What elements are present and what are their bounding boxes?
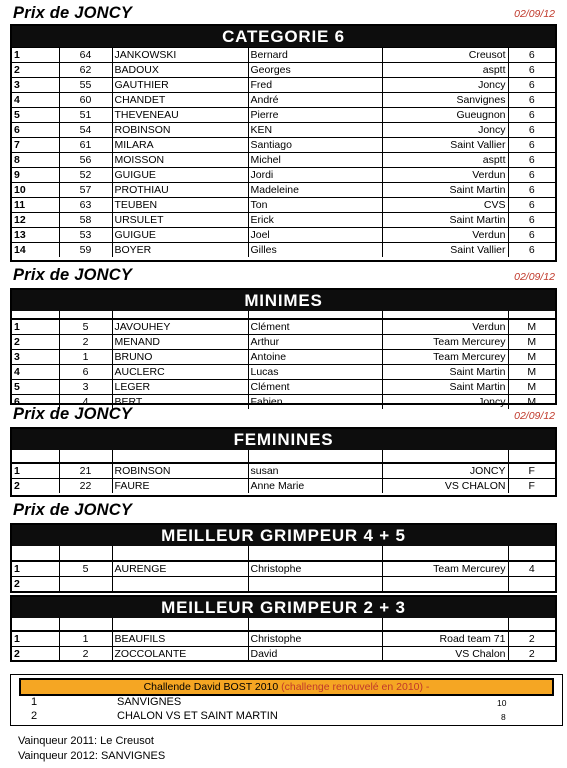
challenge-rank: 1 bbox=[31, 696, 38, 708]
column-divider bbox=[382, 618, 383, 630]
column-divider bbox=[59, 618, 60, 630]
column-divider bbox=[59, 450, 60, 462]
lastname-cell: MOISSON bbox=[112, 153, 248, 168]
category-cell: 6 bbox=[508, 243, 555, 258]
lastname-cell: ROBINSON bbox=[112, 464, 248, 479]
firstname-cell bbox=[248, 577, 382, 592]
lastname-cell: THEVENEAU bbox=[112, 108, 248, 123]
club-cell: Joncy bbox=[382, 123, 508, 138]
challenge-points: 10 bbox=[497, 698, 507, 708]
column-divider bbox=[248, 450, 249, 462]
club-cell: Joncy bbox=[382, 78, 508, 93]
lastname-cell: BEAUFILS bbox=[112, 632, 248, 647]
column-divider bbox=[59, 546, 60, 560]
column-divider bbox=[508, 450, 509, 462]
bib-cell: 51 bbox=[59, 108, 112, 123]
club-cell: Team Mercurey bbox=[382, 350, 508, 365]
club-cell: Joncy bbox=[382, 395, 508, 410]
firstname-cell: Gilles bbox=[248, 243, 382, 258]
column-divider bbox=[508, 546, 509, 560]
club-cell: Team Mercurey bbox=[382, 335, 508, 350]
lastname-cell: TEUBEN bbox=[112, 198, 248, 213]
club-cell: JONCY bbox=[382, 464, 508, 479]
column-divider bbox=[248, 618, 249, 630]
club-cell bbox=[382, 577, 508, 592]
challenge-note: (challenge renouvelé en 2010) - bbox=[281, 681, 430, 693]
firstname-cell: Antoine bbox=[248, 350, 382, 365]
table-row bbox=[12, 562, 555, 577]
bib-cell: 6 bbox=[59, 365, 112, 380]
bib-cell: 59 bbox=[59, 243, 112, 258]
firstname-cell: Santiago bbox=[248, 138, 382, 153]
rank-cell: 2 bbox=[12, 479, 59, 494]
rank-cell: 14 bbox=[12, 243, 59, 258]
category-cell: 4 bbox=[508, 562, 555, 577]
date-label: 02/09/12 bbox=[514, 410, 555, 422]
firstname-cell: Fabien bbox=[248, 395, 382, 410]
table-row bbox=[12, 123, 555, 138]
results-table bbox=[12, 319, 555, 409]
results-table bbox=[12, 561, 555, 591]
category-cell: 6 bbox=[508, 48, 555, 63]
category-cell: M bbox=[508, 395, 555, 410]
rank-cell: 4 bbox=[12, 365, 59, 380]
category-cell: F bbox=[508, 479, 555, 494]
bib-cell: 58 bbox=[59, 213, 112, 228]
table-row bbox=[12, 63, 555, 78]
column-divider bbox=[508, 618, 509, 630]
firstname-cell: Jordi bbox=[248, 168, 382, 183]
table-row bbox=[12, 335, 555, 350]
table-row bbox=[12, 350, 555, 365]
bib-cell: 21 bbox=[59, 464, 112, 479]
club-cell: Saint Martin bbox=[382, 380, 508, 395]
section-title: MINIMES bbox=[12, 290, 555, 311]
category-cell: 6 bbox=[508, 108, 555, 123]
table-row bbox=[12, 108, 555, 123]
bib-cell: 60 bbox=[59, 93, 112, 108]
lastname-cell: JAVOUHEY bbox=[112, 320, 248, 335]
challenge-rank: 2 bbox=[31, 710, 38, 722]
category-cell: M bbox=[508, 380, 555, 395]
table-row bbox=[12, 228, 555, 243]
rank-cell: 1 bbox=[12, 562, 59, 577]
category-cell: 6 bbox=[508, 93, 555, 108]
category-cell: 2 bbox=[508, 647, 555, 662]
table-row bbox=[12, 320, 555, 335]
lastname-cell: MENAND bbox=[112, 335, 248, 350]
lastname-cell: BRUNO bbox=[112, 350, 248, 365]
table-subheader bbox=[12, 311, 555, 319]
club-cell: Saint Martin bbox=[382, 213, 508, 228]
category-cell: 6 bbox=[508, 123, 555, 138]
category-cell: 6 bbox=[508, 198, 555, 213]
section-title: FEMININES bbox=[12, 429, 555, 450]
club-cell: Saint Martin bbox=[382, 183, 508, 198]
firstname-cell: Ton bbox=[248, 198, 382, 213]
firstname-cell: Christophe bbox=[248, 562, 382, 577]
club-cell: VS Chalon bbox=[382, 647, 508, 662]
results-table bbox=[12, 631, 555, 661]
lastname-cell: MILARA bbox=[112, 138, 248, 153]
challenge-header bbox=[19, 678, 554, 696]
table-row bbox=[12, 380, 555, 395]
table-row bbox=[12, 168, 555, 183]
rank-cell: 2 bbox=[12, 335, 59, 350]
lastname-cell: BADOUX bbox=[112, 63, 248, 78]
table-row bbox=[12, 479, 555, 494]
bib-cell: 63 bbox=[59, 198, 112, 213]
column-divider bbox=[59, 311, 60, 318]
club-cell: asptt bbox=[382, 63, 508, 78]
section-meilleur-grimpeur-4-5 bbox=[10, 523, 557, 593]
club-cell: asptt bbox=[382, 153, 508, 168]
table-row bbox=[12, 153, 555, 168]
firstname-cell: Clément bbox=[248, 320, 382, 335]
lastname-cell bbox=[112, 577, 248, 592]
firstname-cell: Erick bbox=[248, 213, 382, 228]
bib-cell: 54 bbox=[59, 123, 112, 138]
column-divider bbox=[248, 311, 249, 318]
club-cell: Verdun bbox=[382, 228, 508, 243]
rank-cell: 12 bbox=[12, 213, 59, 228]
table-subheader bbox=[12, 450, 555, 463]
club-cell: Team Mercurey bbox=[382, 562, 508, 577]
column-divider bbox=[248, 546, 249, 560]
rank-cell: 5 bbox=[12, 108, 59, 123]
table-row bbox=[12, 78, 555, 93]
lastname-cell: AURENGE bbox=[112, 562, 248, 577]
footer-winner-2012: Vainqueur 2012: SANVIGNES bbox=[18, 750, 166, 762]
category-cell: M bbox=[508, 365, 555, 380]
club-cell: Verdun bbox=[382, 168, 508, 183]
club-cell: VS CHALON bbox=[382, 479, 508, 494]
lastname-cell: BERT bbox=[112, 395, 248, 410]
bib-cell: 61 bbox=[59, 138, 112, 153]
results-table bbox=[12, 47, 555, 257]
rank-cell: 7 bbox=[12, 138, 59, 153]
bib-cell: 2 bbox=[59, 647, 112, 662]
section-title: CATEGORIE 6 bbox=[12, 26, 555, 47]
prix-title: Prix de JONCY bbox=[13, 405, 133, 423]
column-divider bbox=[382, 546, 383, 560]
category-cell: 2 bbox=[508, 632, 555, 647]
section-minimes bbox=[10, 288, 557, 408]
prix-title: Prix de JONCY bbox=[13, 4, 133, 22]
category-cell bbox=[508, 577, 555, 592]
firstname-cell: Madeleine bbox=[248, 183, 382, 198]
bib-cell: 2 bbox=[59, 335, 112, 350]
rank-cell: 10 bbox=[12, 183, 59, 198]
column-divider bbox=[112, 618, 113, 630]
table-row bbox=[12, 213, 555, 228]
firstname-cell: Arthur bbox=[248, 335, 382, 350]
table-subheader bbox=[12, 618, 555, 631]
column-divider bbox=[112, 546, 113, 560]
category-cell: 6 bbox=[508, 168, 555, 183]
rank-cell: 3 bbox=[12, 350, 59, 365]
table-row bbox=[12, 577, 555, 592]
rank-cell: 1 bbox=[12, 48, 59, 63]
rank-cell: 6 bbox=[12, 123, 59, 138]
rank-cell: 2 bbox=[12, 577, 59, 592]
firstname-cell: Pierre bbox=[248, 108, 382, 123]
bib-cell: 57 bbox=[59, 183, 112, 198]
table-row bbox=[12, 243, 555, 258]
firstname-cell: KEN bbox=[248, 123, 382, 138]
bib-cell: 1 bbox=[59, 632, 112, 647]
category-cell: M bbox=[508, 320, 555, 335]
section-title: MEILLEUR GRIMPEUR 4 + 5 bbox=[12, 525, 555, 546]
lastname-cell: FAURE bbox=[112, 479, 248, 494]
category-cell: M bbox=[508, 335, 555, 350]
category-cell: M bbox=[508, 350, 555, 365]
table-row bbox=[12, 138, 555, 153]
bib-cell: 4 bbox=[59, 395, 112, 410]
firstname-cell: Michel bbox=[248, 153, 382, 168]
column-divider bbox=[112, 450, 113, 462]
category-cell: 6 bbox=[508, 153, 555, 168]
challenge-team: CHALON VS ET SAINT MARTIN bbox=[117, 710, 278, 722]
firstname-cell: Bernard bbox=[248, 48, 382, 63]
lastname-cell: ROBINSON bbox=[112, 123, 248, 138]
lastname-cell: GAUTHIER bbox=[112, 78, 248, 93]
category-cell: 6 bbox=[508, 213, 555, 228]
bib-cell: 3 bbox=[59, 380, 112, 395]
rank-cell: 5 bbox=[12, 380, 59, 395]
section-title: MEILLEUR GRIMPEUR 2 + 3 bbox=[12, 597, 555, 618]
bib-cell: 22 bbox=[59, 479, 112, 494]
rank-cell: 2 bbox=[12, 63, 59, 78]
firstname-cell: Georges bbox=[248, 63, 382, 78]
challenge-points: 8 bbox=[501, 712, 506, 722]
firstname-cell: Anne Marie bbox=[248, 479, 382, 494]
column-divider bbox=[382, 450, 383, 462]
bib-cell: 53 bbox=[59, 228, 112, 243]
column-divider bbox=[382, 311, 383, 318]
table-row bbox=[12, 365, 555, 380]
lastname-cell: URSULET bbox=[112, 213, 248, 228]
club-cell: Saint Vallier bbox=[382, 138, 508, 153]
table-row bbox=[12, 93, 555, 108]
date-label: 02/09/12 bbox=[514, 8, 555, 20]
bib-cell: 5 bbox=[59, 562, 112, 577]
bib-cell: 5 bbox=[59, 320, 112, 335]
challenge-title: Challende David BOST 2010 bbox=[143, 681, 279, 693]
firstname-cell: Clément bbox=[248, 380, 382, 395]
challenge-team: SANVIGNES bbox=[117, 696, 182, 708]
table-row bbox=[12, 647, 555, 662]
table-row bbox=[12, 183, 555, 198]
lastname-cell: GUIGUE bbox=[112, 168, 248, 183]
club-cell: Gueugnon bbox=[382, 108, 508, 123]
bib-cell: 56 bbox=[59, 153, 112, 168]
category-cell: 6 bbox=[508, 63, 555, 78]
table-subheader bbox=[12, 546, 555, 561]
rank-cell: 1 bbox=[12, 632, 59, 647]
results-table bbox=[12, 463, 555, 493]
section-meilleur-grimpeur-2-3 bbox=[10, 595, 557, 662]
footer-winner-2011: Vainqueur 2011: Le Creusot bbox=[18, 735, 154, 747]
table-row bbox=[12, 632, 555, 647]
prix-title: Prix de JONCY bbox=[13, 266, 133, 284]
category-cell: 6 bbox=[508, 228, 555, 243]
lastname-cell: PROTHIAU bbox=[112, 183, 248, 198]
club-cell: Verdun bbox=[382, 320, 508, 335]
challenge-box bbox=[10, 674, 563, 726]
column-divider bbox=[112, 311, 113, 318]
bib-cell: 52 bbox=[59, 168, 112, 183]
lastname-cell: BOYER bbox=[112, 243, 248, 258]
category-cell: 6 bbox=[508, 183, 555, 198]
category-cell: F bbox=[508, 464, 555, 479]
prix-title: Prix de JONCY bbox=[13, 501, 133, 519]
rank-cell: 1 bbox=[12, 464, 59, 479]
section-categorie-6 bbox=[10, 24, 557, 262]
firstname-cell: David bbox=[248, 647, 382, 662]
bib-cell: 62 bbox=[59, 63, 112, 78]
lastname-cell: LEGER bbox=[112, 380, 248, 395]
rank-cell: 1 bbox=[12, 320, 59, 335]
firstname-cell: Joel bbox=[248, 228, 382, 243]
bib-cell bbox=[59, 577, 112, 592]
lastname-cell: CHANDET bbox=[112, 93, 248, 108]
bib-cell: 64 bbox=[59, 48, 112, 63]
firstname-cell: Lucas bbox=[248, 365, 382, 380]
rank-cell: 2 bbox=[12, 647, 59, 662]
table-row bbox=[12, 198, 555, 213]
bib-cell: 1 bbox=[59, 350, 112, 365]
table-row bbox=[12, 48, 555, 63]
column-divider bbox=[508, 311, 509, 318]
date-label: 02/09/12 bbox=[514, 271, 555, 283]
club-cell: Creusot bbox=[382, 48, 508, 63]
club-cell: Sanvignes bbox=[382, 93, 508, 108]
lastname-cell: JANKOWSKI bbox=[112, 48, 248, 63]
rank-cell: 9 bbox=[12, 168, 59, 183]
rank-cell: 4 bbox=[12, 93, 59, 108]
rank-cell: 3 bbox=[12, 78, 59, 93]
firstname-cell: susan bbox=[248, 464, 382, 479]
lastname-cell: AUCLERC bbox=[112, 365, 248, 380]
section-feminines bbox=[10, 427, 557, 497]
lastname-cell: ZOCCOLANTE bbox=[112, 647, 248, 662]
rank-cell: 6 bbox=[12, 395, 59, 410]
firstname-cell: Christophe bbox=[248, 632, 382, 647]
table-row bbox=[12, 464, 555, 479]
lastname-cell: GUIGUE bbox=[112, 228, 248, 243]
firstname-cell: Fred bbox=[248, 78, 382, 93]
category-cell: 6 bbox=[508, 78, 555, 93]
rank-cell: 11 bbox=[12, 198, 59, 213]
club-cell: Saint Martin bbox=[382, 365, 508, 380]
bib-cell: 55 bbox=[59, 78, 112, 93]
club-cell: Road team 71 bbox=[382, 632, 508, 647]
firstname-cell: André bbox=[248, 93, 382, 108]
club-cell: Saint Vallier bbox=[382, 243, 508, 258]
rank-cell: 8 bbox=[12, 153, 59, 168]
category-cell: 6 bbox=[508, 138, 555, 153]
club-cell: CVS bbox=[382, 198, 508, 213]
rank-cell: 13 bbox=[12, 228, 59, 243]
